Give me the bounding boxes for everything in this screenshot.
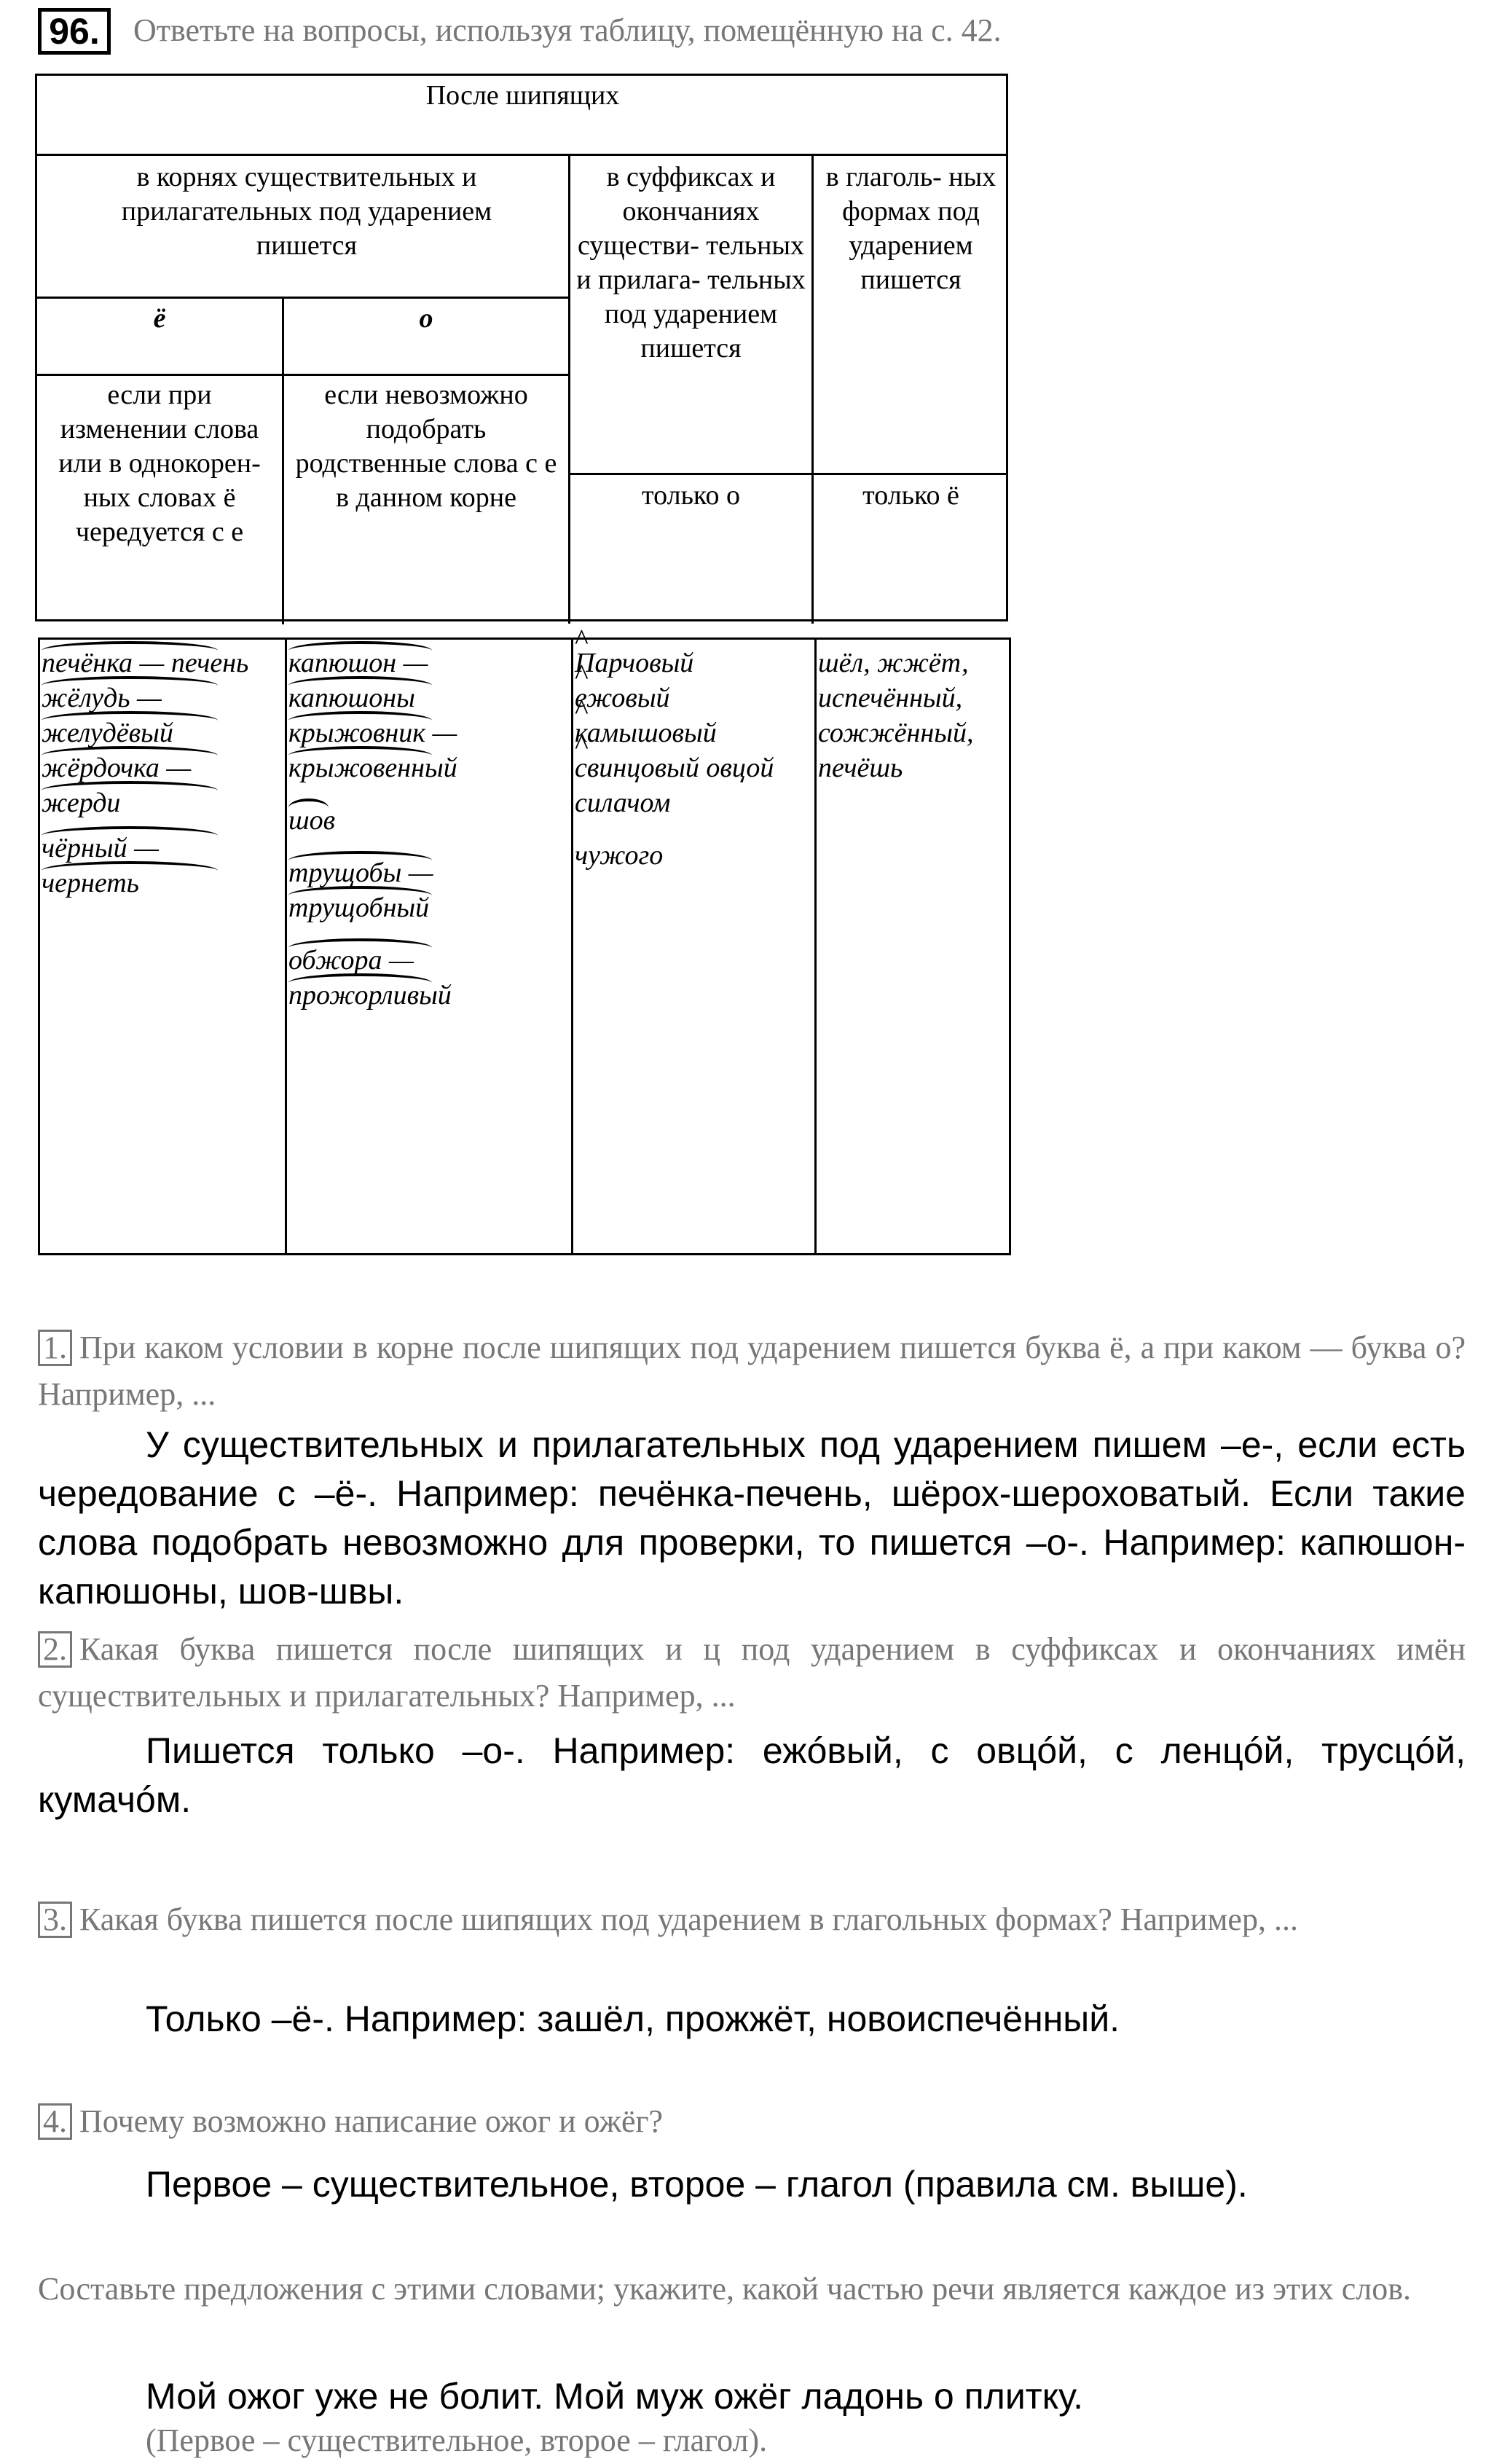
answer-3: Только –ё-. Например: зашёл, прожжёт, новоиспечённый. <box>146 1998 1120 2039</box>
example: крыжовник — <box>288 715 457 750</box>
example: прожорливый <box>288 978 457 1013</box>
example: печёнка — печень <box>42 646 248 680</box>
examples-verbs <box>818 646 973 785</box>
task-title: Ответьте на вопросы, используя таблицу, помещённую на с. 42. <box>133 12 1002 48</box>
question-2 <box>38 1626 1466 1719</box>
example: крыжовенный <box>288 750 457 785</box>
col-roots: в корнях существительных и прилагательных под ударением пишется <box>121 162 492 261</box>
table-header: После шипящих <box>425 80 620 111</box>
only-yo: только ё <box>862 480 959 511</box>
question-number: 4. <box>38 2103 72 2140</box>
example: жёлудь — <box>42 680 248 715</box>
example: капюшоны <box>288 680 457 715</box>
example: жерди <box>42 785 248 820</box>
example: шов <box>288 803 335 838</box>
rules-table <box>35 74 1008 621</box>
cond-yo: если при изменении слова или в однокорен- ных словах ё чередуется с е <box>58 380 261 547</box>
question-4 <box>38 2098 1466 2145</box>
extra-task: Составьте предложения с этими словами; укажите, какой частью речи является каждое из этих слов. <box>38 2271 1411 2307</box>
question-text: Почему возможно написание ожог и ожёг? <box>79 2103 664 2139</box>
question-3 <box>38 1894 1466 1945</box>
example: шёл, жжёт, <box>818 648 969 678</box>
question-text: При каком условии в корне после шипящих под ударением пишется буква ё, а при каком — буква о? Например, ... <box>38 1330 1466 1412</box>
examples-yo <box>42 646 248 901</box>
answer-4: Первое – существительное, второе – глагол (правила см. выше). <box>146 2164 1248 2205</box>
col-suffix: в суффиксах и окончаниях существи- тельных и прилага- тельных под ударением пишется <box>576 162 806 364</box>
example: трущобы — <box>288 855 457 890</box>
example: чернеть <box>42 866 248 901</box>
example: испечённый, <box>818 683 963 713</box>
cond-o: если невозможно подобрать родственные слова с е в данном корне <box>295 380 557 513</box>
question-1 <box>38 1325 1466 1418</box>
question-number: 1. <box>38 1330 72 1366</box>
example: чёрный — <box>42 831 248 866</box>
example: желудёвый <box>42 715 248 750</box>
examples-o <box>288 646 457 1013</box>
question-text: Какая буква пишется после шипящих под ударением в глагольных формах? Например, ... <box>79 1902 1298 1937</box>
example: жёрдочка — <box>42 750 248 785</box>
answer-1: У существительных и прилагательных под ударением пишем –е-, если есть чередование с –ё-. Например: печёнка-печень, шёрох-шероховатый. Если такие слова подобрать невозможно для проверки, то пишется –о-. Например: капюшон-капюшоны, шов-швы. <box>38 1424 1466 1612</box>
examples-table <box>38 637 1011 1255</box>
answer-2: Пишется только –о-. Например: ежóвый, с овцóй, с ленцóй, трусцóй, кумачóм. <box>38 1730 1466 1820</box>
question-number: 3. <box>38 1902 72 1938</box>
example: печёшь <box>818 753 903 783</box>
example: сожжённый, <box>818 718 974 748</box>
example: капюшон — <box>288 646 457 680</box>
example: трущобный <box>288 890 457 925</box>
example: ^ Парчовый <box>575 646 774 680</box>
examples-suffix <box>575 646 774 873</box>
example: ^ камышовый <box>575 715 774 750</box>
example: чужого <box>575 840 664 871</box>
extra-note: (Первое – существительное, второе – глагол). <box>146 2422 768 2458</box>
col-verbs: в глаголь- ных формах под ударением пишется <box>825 162 996 295</box>
task-number: 96. <box>38 8 111 55</box>
sub-yo: ё <box>153 303 166 334</box>
example: ^ ежовый <box>575 680 774 715</box>
question-number: 2. <box>38 1631 72 1668</box>
sub-o: о <box>419 303 433 334</box>
only-o: только о <box>642 480 740 511</box>
example: силачом <box>575 788 671 818</box>
example: ^ свинцовый овцой <box>575 750 774 785</box>
example: обжора — <box>288 943 457 978</box>
question-text: Какая буква пишется после шипящих и ц под ударением в суффиксах и окончаниях имён существительных и прилагательных? Например, ... <box>38 1631 1466 1714</box>
extra-answer: Мой ожог уже не болит. Мой муж ожёг ладонь о плитку. <box>146 2376 1084 2417</box>
